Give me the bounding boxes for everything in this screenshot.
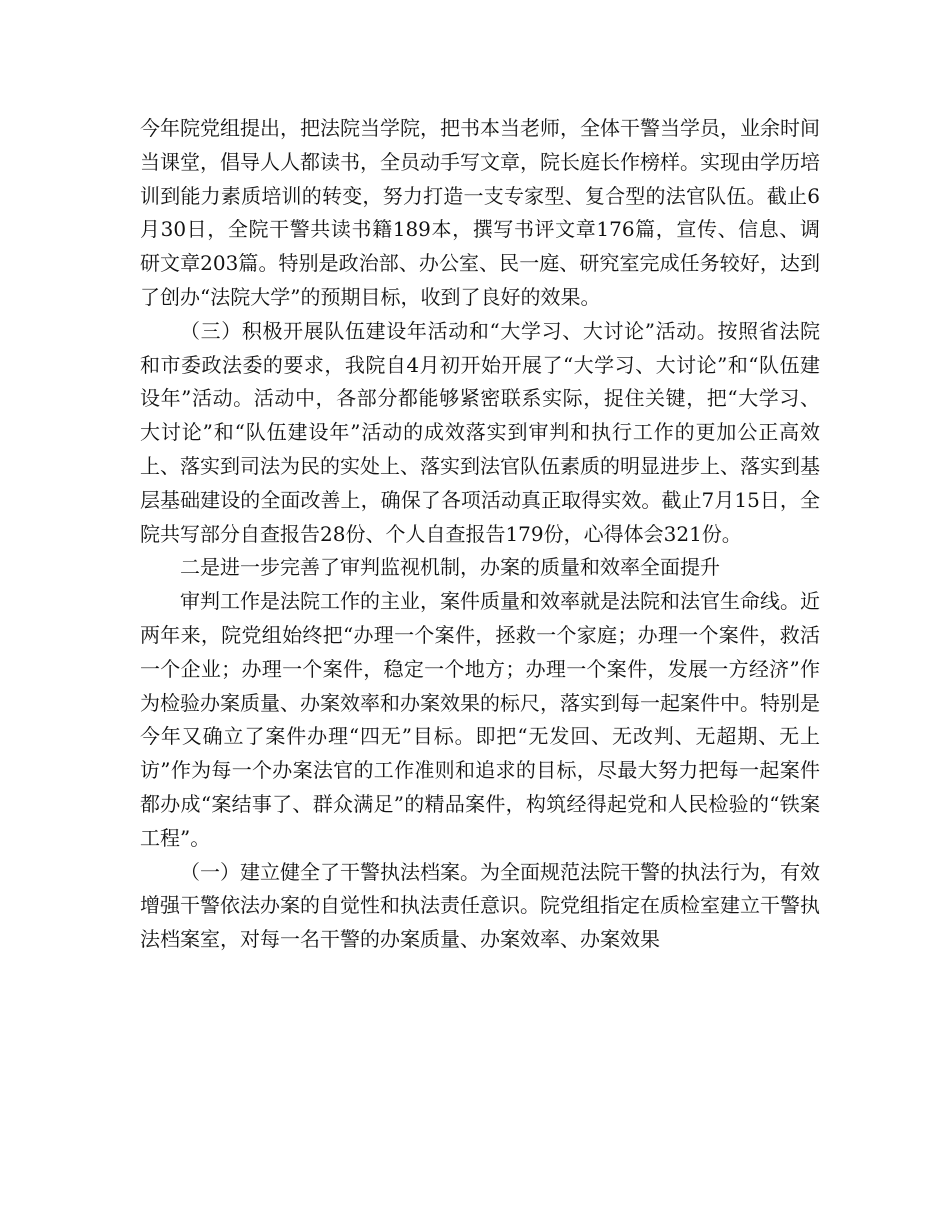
paragraph-team-building: （三）积极开展队伍建设年活动和“大学习、大讨论”活动。按照省法院和市委政法委的要求，我院自4月初开始开展了“大学习、大讨论”和“队伍建设年”活动。活动中，各部分都能够紧密联系实际，捉住关键，把“大学习、大讨论”和“队伍建设年”活动的成效落实到审判和执行工作的更加公正高效上、落实到司法为民的实处上、落实到法官队伍素质的明显进步上、落实到基层基础建设的全面改善上，确保了各项活动真正取得实效。截止7月15日，全院共写部分自查报告28份、个人自查报告179份，心得体会321份。 [140,318,820,546]
paragraph-continuation: 今年院党组提出，把法院当学院，把书本当老师，全体干警当学员，业余时间当课堂，倡导人人都读书，全员动手写文章，院长庭长作榜样。实现由学历培训到能力素质培训的转变，努力打造一支专家型、复合型的法官队伍。截止6月30日，全院干警共读书籍189本，撰写书评文章176篇，宣传、信息、调研文章203篇。特别是政治部、办公室、民一庭、研究室完成任务较好，达到了创办“法院大学”的预期目标，收到了良好的效果。 [140,116,820,309]
section-heading-trial-supervision: 二是进一步完善了审判监视机制，办案的质量和效率全面提升 [180,555,720,580]
paragraph-trial-work: 审判工作是法院工作的主业，案件质量和效率就是法院和法官生命线。近两年来，院党组始终把“办理一个案件，拯救一个家庭；办理一个案件，救活一个企业；办理一个案件，稳定一个地方；办理一个案件，发展一方经济”作为检验办案质量、办案效率和办案效果的标尺，落实到每一起案件中。特别是今年又确立了案件办理“四无”目标。即把“无发回、无改判、无超期、无上访”作为每一个办案法官的工作准则和追求的目标，尽最大努力把每一起案件都办成“案结事了、群众满足”的精品案件，构筑经得起党和人民检验的“铁案工程”。 [140,589,820,850]
paragraph-enforcement-archive: （一）建立健全了干警执法档案。为全面规范法院干警的执法行为，有效增强干警依法办案的自觉性和执法责任意识。院党组指定在质检室建立干警执法档案室，对每一名干警的办案质量、办案效率、办案效果 [140,859,820,952]
document-body [140,112,820,957]
